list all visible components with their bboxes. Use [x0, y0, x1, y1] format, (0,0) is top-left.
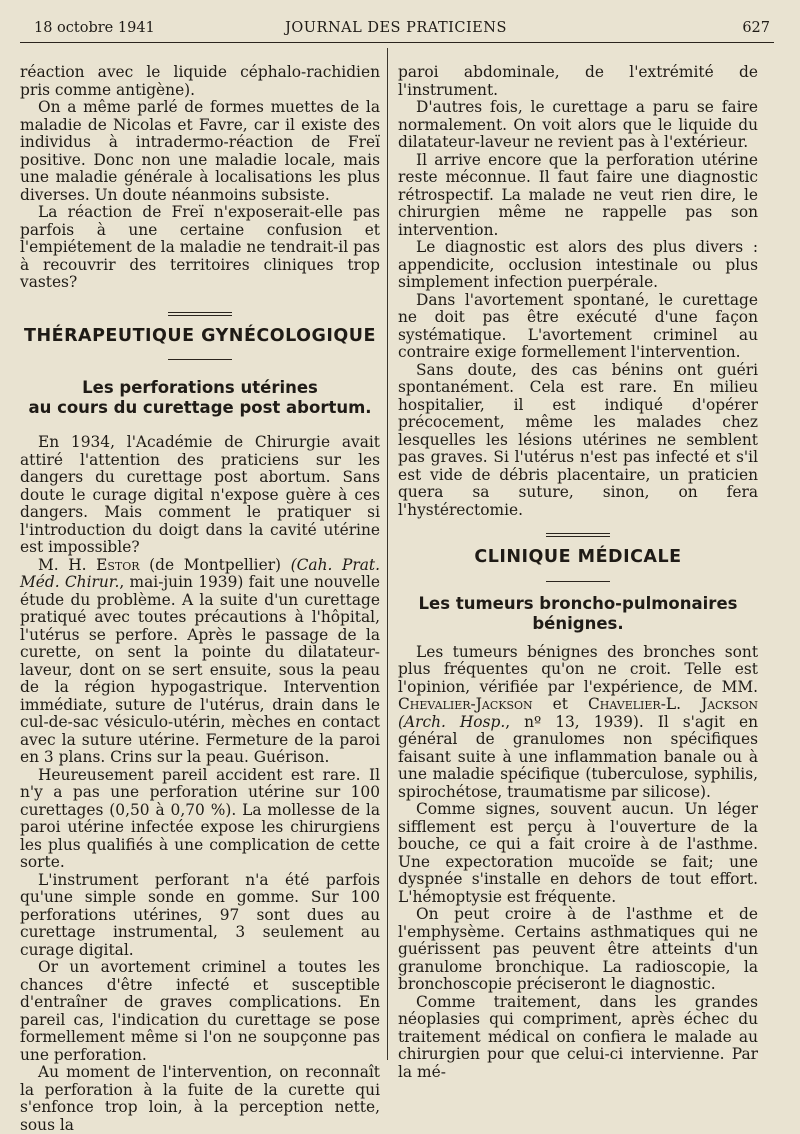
- paragraph: Comme traitement, dans les grandes néoplasies qui compriment, après échec du traitement médical on confiera le malade au chirurgien pour que celui-ci intervienne. Par la mé-: [398, 992, 758, 1081]
- paragraph: Heureusement pareil accident est rare. Il n'y a pas une perforation utérine sur 100 curettages (0,50 à 0,70 %). La mollesse de la paroi utérine infectée expose les chirurgiens les plus qualifiés à une complication de cette sorte.: [20, 765, 380, 871]
- section-title: THÉRAPEUTIQUE GYNÉCOLOGIQUE: [24, 325, 376, 346]
- journal-title: JOURNAL DES PRATICIENS: [285, 20, 507, 36]
- paragraph: réaction avec le liquide céphalo-rachidien pris comme antigène).: [20, 63, 380, 99]
- header-rule: [20, 42, 774, 43]
- paragraph: Il arrive encore que la perforation utérine reste méconnue. Il faut faire une diagnostic rétrospectif. La malade ne veut rien dire, le chirurgien même ne rappelle pas son intervention.: [398, 150, 758, 239]
- journal-reference: (Arch. Hosp.: [398, 712, 506, 731]
- page-number: 627: [742, 20, 770, 36]
- text-run: , mai-juin 1939) fait une nouvelle étude du problème. A la suite d'un curettage pratiqué avec toutes précautions à l'hôpital, l'utérus se perfore. Après le passage de la curette, on sent la pointe du dilatateur-laveur, dont on se sert ensuite, sous la peau de la région hypogastrique. Intervention immédiate, suture de l'utérus, drain dans le cul-de-sac vésiculo-utérin, mèches en contact avec la suture utérine. Fermeture de la paroi en 3 plans. Crins sur la peau. Guérison.: [20, 573, 380, 766]
- paragraph: Au moment de l'intervention, on reconnaît la perforation à la fuite de la curette qui s'enfonce trop loin, à la perception nette, sous la: [20, 1063, 380, 1134]
- text-run: , nº 13, 1939). Il s'agit en général de granulomes non spécifiques faisant suite à une inflammation banale ou à une maladie spécifique (tuberculose, syphilis, spirochétose, traumatisme par silicose).: [398, 712, 758, 801]
- paragraph: D'autres fois, le curettage a paru se faire normalement. On voit alors que le liquide du dilatateur-laveur ne revient pas à l'extérieur.: [398, 98, 758, 151]
- author-name: M. H. Estor: [38, 555, 140, 574]
- text-run: Les tumeurs bénignes des bronches sont plus fréquentes qu'on ne croit. Telle est l'opinion, vérifiée par l'expérience, de MM.: [398, 642, 758, 696]
- author-name: Chevalier-Jackson: [398, 695, 533, 713]
- article-title-line: Les perforations utérines: [82, 378, 318, 397]
- right-column: [398, 64, 758, 1081]
- running-header: [22, 18, 770, 40]
- paragraph: Dans l'avortement spontané, le curettage ne doit pas être exécuté d'une façon systématique. L'avortement criminel au contraire exige formellement l'intervention.: [398, 290, 758, 361]
- issue-date: 18 octobre 1941: [34, 20, 155, 36]
- author-name: Chavelier-L. Jackson: [588, 695, 758, 713]
- paragraph: Comme signes, souvent aucun. Un léger sifflement est perçu à l'ouverture de la bouche, ce qui a fait croire à de l'asthme. Une expectoration mucoïde se fait; une dyspnée s'installe en dehors de tout effort. L'hémoptysie est fréquente.: [398, 800, 758, 906]
- paragraph: L'instrument perforant n'a été parfois qu'une simple sonde en gomme. Sur 100 perforations utérines, 97 sont dues au curettage instrumental, 3 seulement au curage digital.: [20, 870, 380, 959]
- paragraph: En 1934, l'Académie de Chirurgie avait attiré l'attention des praticiens sur les dangers du curettage post abortum. Sans doute le curage digital n'expose guère à ces dangers. Mais comment le pratiquer si l'introduction du doigt dans la cavité utérine est impossible?: [20, 433, 380, 556]
- left-column: [20, 64, 380, 1134]
- paragraph: On peut croire à de l'asthme et de l'emphysème. Certains asthmatiques qui ne guérissent pas peuvent être atteints d'un granulome bronchique. La radioscopie, la bronchoscopie préciseront le diagnostic.: [398, 905, 758, 993]
- article-title-line: bénignes.: [532, 613, 624, 633]
- text-run: et: [532, 695, 589, 713]
- article-title-line: Les tumeurs broncho-pulmonaires: [418, 593, 738, 613]
- paragraph: [398, 644, 758, 802]
- paragraph: Sans doute, des cas bénins ont guéri spontanément. Cela est rare. En milieu hospitalier, il est indiqué d'opérer précocement, même les malades chez lesquelles les lésions utérines ne semblent pas graves. Si l'utérus n'est pas infecté et s'il est vide de débris placentaire, un praticien quera sa suture, sinon, on fera l'hystérectomie.: [398, 360, 758, 519]
- paragraph: La réaction de Freï n'exposerait-elle pas parfois à une certaine confusion et l'empiétement de la maladie ne tendrait-il pas à recouvrir des territoires cliniques trop vastes?: [20, 203, 380, 291]
- text-run: (de Montpellier): [139, 555, 291, 574]
- article-title: [398, 594, 758, 634]
- column-divider: [387, 48, 388, 1060]
- paragraph: paroi abdominale, de l'extrémité de l'instrument.: [398, 63, 758, 99]
- journal-reference: (Cah. Prat. Méd. Chirur.: [20, 555, 380, 591]
- paragraph: Le diagnostic est alors des plus divers : appendicite, occlusion intestinale ou plus simplement infection puerpérale.: [398, 238, 758, 291]
- paragraph: [20, 557, 380, 767]
- article-title: [20, 378, 380, 418]
- paragraph: Or un avortement criminel a toutes les chances d'être infecté et susceptible d'entraîner de graves complications. En pareil cas, l'indication du curettage se pose formellement même si l'on ne soupçonne pas une perforation.: [20, 958, 380, 1064]
- paragraph: On a même parlé de formes muettes de la maladie de Nicolas et Favre, car il existe des individus à intradermo-réaction de Freï positive. Donc non une maladie locale, mais une maladie générale à localisations les plus diverses. Un doute néanmoins subsiste.: [20, 98, 380, 204]
- article-title-line: au cours du curettage post abortum.: [28, 398, 372, 417]
- section-title: CLINIQUE MÉDICALE: [474, 547, 682, 567]
